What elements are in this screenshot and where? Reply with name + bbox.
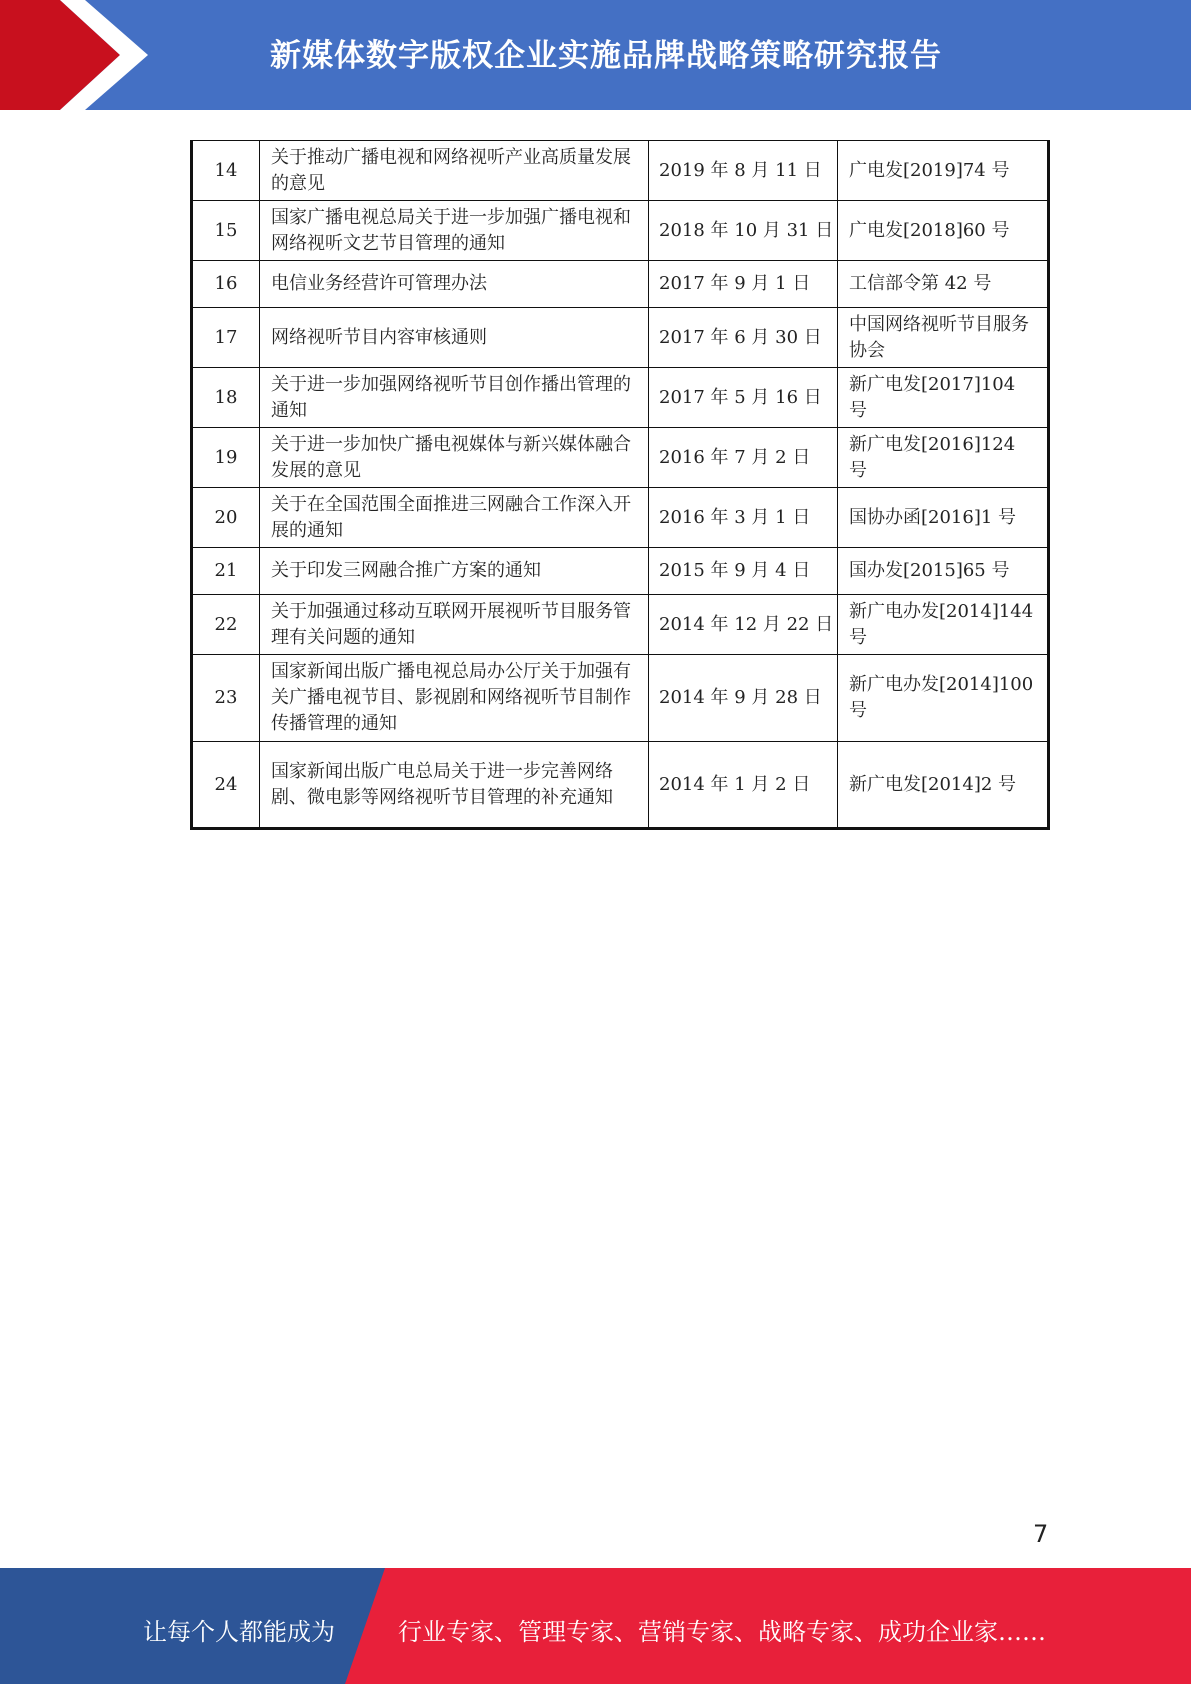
regulation-title: 电信业务经营许可管理办法 [260,261,649,308]
document-number: 新广电办发[2014]100 号 [838,655,1049,742]
table-row [192,261,1049,308]
issue-date: 2017 年 6 月 30 日 [649,308,838,368]
row-number: 18 [192,368,260,428]
regulation-title: 国家新闻出版广播电视总局办公厅关于加强有关广播电视节目、影视剧和网络视听节目制作传播管理的通知 [260,655,649,742]
document-number: 新广电发[2014]2 号 [838,742,1049,829]
footer-slogan-left: 让每个人都能成为 [143,1618,335,1646]
document-number: 中国网络视听节目服务协会 [838,308,1049,368]
regulation-title: 关于印发三网融合推广方案的通知 [260,548,649,595]
issue-date: 2014 年 9 月 28 日 [649,655,838,742]
report-title: 新媒体数字版权企业实施品牌战略策略研究报告 [270,38,942,74]
regulation-title: 关于进一步加快广播电视媒体与新兴媒体融合发展的意见 [260,428,649,488]
regulation-title: 关于推动广播电视和网络视听产业高质量发展的意见 [260,141,649,201]
table-row [192,488,1049,548]
table-row [192,201,1049,261]
row-number: 16 [192,261,260,308]
row-number: 21 [192,548,260,595]
row-number: 24 [192,742,260,829]
issue-date: 2014 年 1 月 2 日 [649,742,838,829]
row-number: 20 [192,488,260,548]
issue-date: 2014 年 12 月 22 日 [649,595,838,655]
table-row [192,742,1049,829]
document-number: 新广电办发[2014]144 号 [838,595,1049,655]
row-number: 23 [192,655,260,742]
document-number: 国办发[2015]65 号 [838,548,1049,595]
regulation-title: 关于加强通过移动互联网开展视听节目服务管理有关问题的通知 [260,595,649,655]
page-header [0,0,1191,110]
table-row [192,428,1049,488]
table-row [192,141,1049,201]
row-number: 14 [192,141,260,201]
footer-slogan-right: 行业专家、管理专家、营销专家、战略专家、成功企业家…… [398,1618,1046,1646]
table-row [192,548,1049,595]
document-number: 广电发[2019]74 号 [838,141,1049,201]
regulation-title: 国家广播电视总局关于进一步加强广播电视和网络视听文艺节目管理的通知 [260,201,649,261]
issue-date: 2016 年 3 月 1 日 [649,488,838,548]
regulation-title: 关于进一步加强网络视听节目创作播出管理的通知 [260,368,649,428]
row-number: 19 [192,428,260,488]
table-row [192,655,1049,742]
document-number: 广电发[2018]60 号 [838,201,1049,261]
page-number: 7 [1033,1520,1049,1548]
document-number: 工信部令第 42 号 [838,261,1049,308]
regulation-table [190,140,1050,830]
regulation-title: 关于在全国范围全面推进三网融合工作深入开展的通知 [260,488,649,548]
issue-date: 2016 年 7 月 2 日 [649,428,838,488]
document-number: 新广电发[2017]104 号 [838,368,1049,428]
issue-date: 2015 年 9 月 4 日 [649,548,838,595]
document-number: 国协办函[2016]1 号 [838,488,1049,548]
issue-date: 2017 年 5 月 16 日 [649,368,838,428]
row-number: 17 [192,308,260,368]
table-row [192,308,1049,368]
row-number: 22 [192,595,260,655]
document-number: 新广电发[2016]124 号 [838,428,1049,488]
regulation-title: 国家新闻出版广电总局关于进一步完善网络剧、微电影等网络视听节目管理的补充通知 [260,742,649,829]
page-footer [0,1568,1191,1684]
regulation-title: 网络视听节目内容审核通则 [260,308,649,368]
regulation-table-container [190,140,1047,830]
issue-date: 2017 年 9 月 1 日 [649,261,838,308]
issue-date: 2019 年 8 月 11 日 [649,141,838,201]
row-number: 15 [192,201,260,261]
table-row [192,368,1049,428]
table-row [192,595,1049,655]
issue-date: 2018 年 10 月 31 日 [649,201,838,261]
